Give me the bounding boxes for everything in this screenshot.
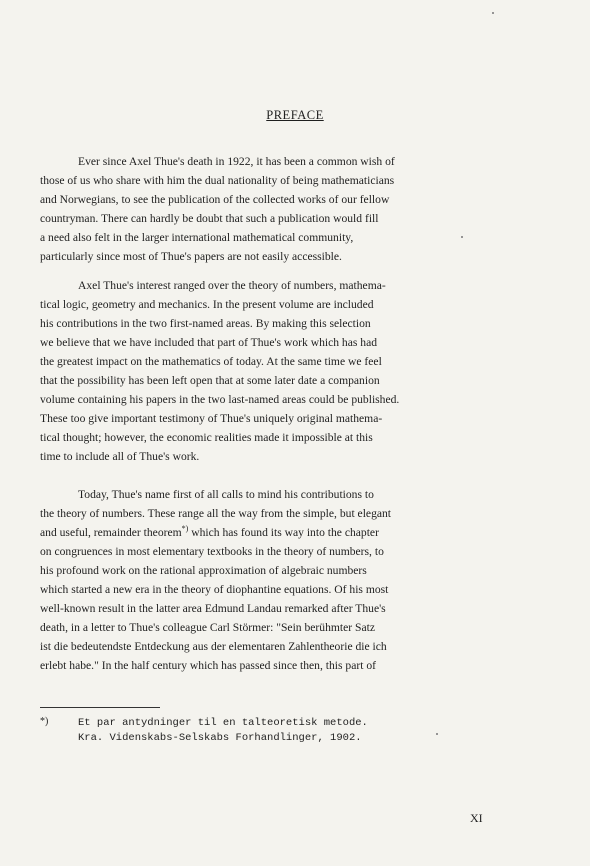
text-line: those of us who share with him the dual nationality of being mathematicians [40,174,395,187]
scan-speck [492,12,494,14]
text-line: his profound work on the rational approximation of algebraic numbers [40,564,367,577]
text-line: his contributions in the two first-named areas. By making this selection [40,317,371,330]
text-fragment: and useful, remainder theorem [40,526,182,539]
text-line: These too give important testimony of Thue's uniquely original mathema- [40,412,383,425]
text-line: tical logic, geometry and mechanics. In the present volume are included [40,298,374,311]
page-number: XI [470,811,483,825]
text-line: the greatest impact on the mathematics of today. At the same time we feel [40,355,382,368]
text-line: erlebt habe." In the half century which has passed since then, this part of [40,659,377,672]
scan-speck [436,733,438,735]
text-line: a need also felt in the larger international mathematical community, [40,231,354,244]
text-line: tical thought; however, the economic realities made it impossible at this [40,431,373,444]
text-line [40,523,500,542]
paragraph-3 [40,485,500,675]
text-line: and Norwegians, to see the publication of the collected works of our fellow [40,193,390,206]
text-line: particularly since most of Thue's papers are not easily accessible. [40,250,342,263]
paragraph-1 [40,152,500,266]
footnote-line: Et par antydninger til en talteoretisk metode. [78,717,368,729]
text-line: Axel Thue's interest ranged over the theory of numbers, mathema- [78,279,386,292]
footnote-divider [40,707,160,708]
scan-speck [461,236,463,238]
text-line: the theory of numbers. These range all the way from the simple, but elegant [40,507,392,520]
text-line: which started a new era in the theory of diophantine equations. Of his most [40,583,389,596]
text-line: well-known result in the latter area Edmund Landau remarked after Thue's [40,602,386,615]
text-line: time to include all of Thue's work. [40,450,200,463]
footnote-reference[interactable]: *) [181,524,189,534]
text-line: volume containing his papers in the two last-named areas could be published. [40,393,400,406]
page-title: PREFACE [266,108,324,122]
text-line: Today, Thue's name first of all calls to mind his contributions to [78,488,374,501]
paragraph-2 [40,276,500,466]
text-line: that the possibility has been left open that at some later date a companion [40,374,380,387]
text-line: death, in a letter to Thue's colleague Carl Störmer: "Sein berühmter Satz [40,621,375,634]
text-line: on congruences in most elementary textbooks in the theory of numbers, to [40,545,384,558]
text-line: we believe that we have included that part of Thue's work which has had [40,336,378,349]
footnote-text [78,716,368,746]
text-line: countryman. There can hardly be doubt that such a publication would fill [40,212,379,225]
footnote-line: Kra. Videnskabs-Selskabs Forhandlinger, 1902. [78,732,362,744]
text-line: ist die bedeutendste Entdeckung aus der elementaren Zahlentheorie die ich [40,640,387,653]
footnote-marker: *) [40,716,49,727]
text-line: Ever since Axel Thue's death in 1922, it has been a common wish of [78,155,395,168]
text-fragment: which has found its way into the chapter [191,526,379,539]
